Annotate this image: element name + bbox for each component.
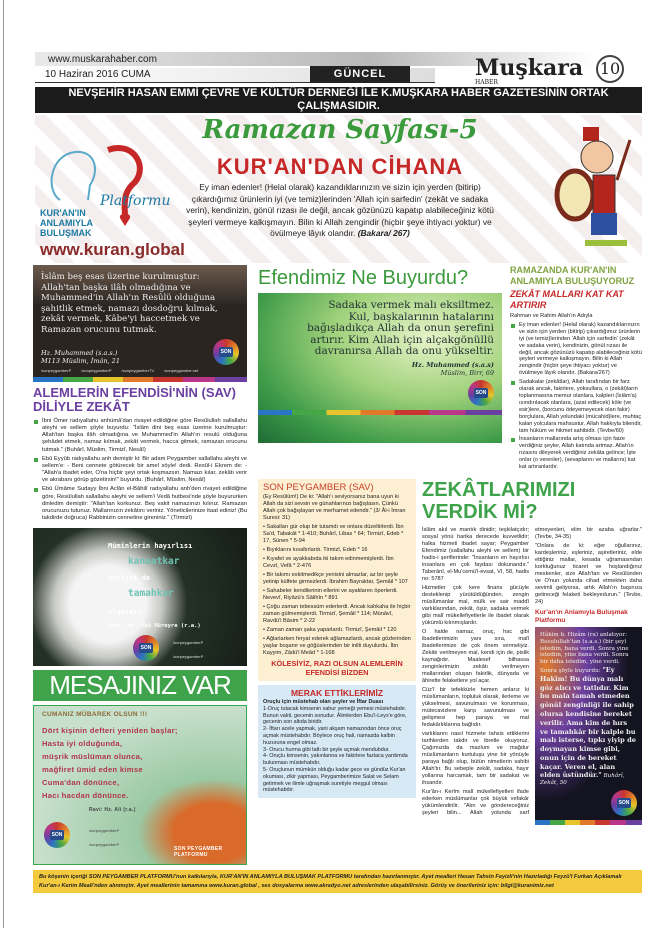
hadith-reference: Buhârî, Zekât, 50 bbox=[540, 773, 625, 787]
hadith-image-flower bbox=[33, 528, 247, 666]
hadith-image-green bbox=[258, 293, 502, 443]
logo-row bbox=[266, 380, 494, 406]
right-column-subheading: ZEKÂT MALLARI KAT KAT ARTIRIR bbox=[510, 289, 624, 310]
paragraph: Cüz'î bir tefekkürle hemen anlarız ki müslümanların, topluluk olarak, ilerleme ve yükselmesi, savunulması ve korunması, mütecavizlere karşı savunulması ve gelişmesi hep paraya ve mal fedakârlıklarına bağlıdır. bbox=[422, 686, 529, 728]
hadith-emphasis: "Ey Hakîm! Bu dünya malı göz alıcı ve tatlıdır. Kim bu mala tamah etmeden gönül zenginliği ile sahip olursa kendisine bereket verilir. Ama kim de hırs ve tamahkâr bir kalple bu malı isterse, tıpkı yiyip de doymayan kimse gibi, onun için de bereket kaçar. Veren el, alan elden üstündür." bbox=[540, 665, 636, 780]
alemlerin-text bbox=[33, 418, 247, 525]
flower-word: kanaatkar bbox=[128, 556, 180, 568]
platform-logo-text bbox=[40, 208, 93, 238]
mesaj-line: Hacı hacdan dönünce. bbox=[42, 791, 129, 801]
list-item: Ey iman edenler! (Helal olarak) kazandıklarınızın ve sizin için yerden (bitirip) çıkardığımız ürünlerin iyi (ve temiz)lerinden 'Allah için sarfedin' (zekât ve sadaka verin), kendinizin, gönül rızası ile değil, ancak gözünüzü kapatıp alabileceğiniz kötü şeyleri vermeye kalkışmayın. Bilin ki Allah zengindir (hiçbir şeye ihtiyacı yoktur) ve övülmeye lâyık olandır. (Bakara/267) bbox=[510, 322, 642, 377]
son-peygamber-heading: SON PEYGAMBER (SAV) bbox=[263, 481, 374, 493]
social-twitter-link[interactable]: /sonpeygamberP bbox=[41, 367, 72, 373]
right-area bbox=[258, 265, 642, 825]
son-peygamber-logo-icon bbox=[213, 339, 239, 365]
social-twitter-link[interactable]: /sonpeygamberP bbox=[89, 842, 120, 848]
hadith-image-fire bbox=[535, 627, 642, 825]
merak-box bbox=[258, 685, 416, 798]
mesaj-line: Hasta iyi olduğunda, bbox=[42, 739, 123, 749]
watermark: SON PEYGAMBER PLATFORMU bbox=[174, 846, 223, 859]
ayet-text bbox=[185, 182, 495, 240]
mesaj-line: Cuma'dan dönünce, bbox=[42, 778, 120, 788]
paragraph: İslâm akıl ve mantık dinidir; teşkilatçıdır; sosyal yönü harika derecede kuvvetlidir; halka hizmeti ibadet sayar; Peygamber Efendimiz (sallallahu aleyhi ve sellem) bir hadis-i şeriflerinde: "İnsanların en hayırlısı insanlara en çok faydası dokunandır." Taberânî, el-Mu'cemü'l-evsat, VI, 58, hadis no: 5787 bbox=[422, 526, 529, 582]
issue-date: 10 Haziran 2016 CUMA bbox=[45, 69, 151, 80]
page-body bbox=[33, 265, 642, 893]
rainbow-stripe bbox=[33, 377, 247, 382]
hadith-source bbox=[41, 349, 120, 365]
paragraph: "Onlara de ki: eğer oğullarınız, kardeşleriniz, eşleriniz, aşiretleriniz, elde ettiğiniz mallar, kesada uğramasından korktuğunuz ticaret ve hoşlandığınız meskenler, size Allah'tan ve Resûlünden ve O'nun yolunda cihad etmekten daha sevimli geliyorsa, artık Allah'ın başınıza getireceği felaketi bekleyedurun." (Tevbe, 24) bbox=[535, 542, 642, 605]
hadith-intro: Hâkim b. Hizâm (ra) anlatıyor: Resulullah'tan (s.a.s.) (bir şey) istedim, bana verdi. Sonra yine istedim, yine bana verdi. Sonra bir daha istedim, yine verdi. Sonra şöyle buyurdu: bbox=[540, 631, 629, 674]
right-column-text bbox=[510, 313, 642, 471]
content-row bbox=[33, 265, 642, 865]
hadith-quote: İslâm beş esas üzerine kurulmuştur: Allah'tan başka ilâh olmadığına ve Muhammed'in Allah'ın Resûlü olduğuna şahitlik etmek, namazı dosdoğru kılmak, zekât vermek, Kâbe'yi haccetmek ve Ramazan orucunu tutmak. bbox=[41, 272, 218, 335]
right-column-heading: RAMAZANDA KUR'AN'IN ANLAMIYLA BULUŞUYORUZ bbox=[510, 265, 635, 286]
list-item: 1-Oruç tutacak kimsenin sahur yemeği yemesi müstehabdır. Bunun vakti, gecenin sonudur. Âlimlerden Ebu'l-Leys'e göre, gecenin son altıda biridir. bbox=[263, 705, 407, 726]
zekat-columns bbox=[422, 527, 642, 825]
mesaj-line: Dört kişinin defteri yeniden başlar; bbox=[42, 726, 178, 736]
hadith-quote: Sadaka vermek malı eksiltmez. Kul, başkalarının hatalarını bağışladıkça Allah da onun şerefini artırır. Kim Allah için alçakgönüllü davranırsa Allah da onu yükseltir. bbox=[307, 299, 494, 357]
paragraph: varlıklarını nasıl hizmete tahsis ettiklerini tarihlerden takdir ve ibretle okuyoruz. Çağımızda da mazlum ve mağdur müslümanların kurtuluşu yine bir yönüyle paraya bağlı olup, bütün nimetlerin sahibi Allah'tır. Bu sebeple zekât, sadaka, hayır yollarına harcamak, tam bir sadakat ve ihsandır. bbox=[422, 730, 529, 786]
list-item: • Bir takımı eskitmedikçe yenisini almazlar, az bir şeyle yetinip külfete girmezlerdi. İbrahim Bayraktar, Şemâil * 107 bbox=[263, 571, 408, 585]
flower-word: tamahkar bbox=[128, 588, 174, 600]
section-label: GÜNCEL bbox=[310, 66, 410, 83]
list-item: • Sahabeler kendilerinin ellerini ve ayaklarını öperlerdi. Nevevî, Riyâzü's Sâlihîn * 891 bbox=[263, 587, 398, 601]
merak-subtitle: Oruçlu için müstehab olan şeyler ve İftar Duası bbox=[263, 698, 384, 705]
son-peygamber-logo-icon bbox=[468, 380, 494, 406]
platform-box-heading: Kur'an'ın Anlamıyla Buluşmak Platformu bbox=[535, 608, 628, 624]
lower-row bbox=[258, 479, 642, 825]
social-facebook-link[interactable]: /sonpeygamberP bbox=[173, 654, 204, 660]
page-border bbox=[3, 0, 4, 928]
ayet-body: Ey iman edenler! (Helal olarak) kazandıklarınızın ve sizin için yerden (bitirip) çıkardığımız ürünlerin iyi (ve temiz)lerinden 'Allah için sarfedin' (zekât ve sadaka verin), kendinizin, gönül rızası ile değil, ancak gözünüzü kapatıp alabileceğiniz kötü şeyleri vermeye kalkışmayın. Bilin ki Allah zengindir (hiçbir şeye ihtiyacı yoktur) ve övülmeye lâyık olandır. bbox=[186, 182, 494, 238]
list-item: İnsanların mallarında artış olması için faize verdiğiniz şeyler, Allah katında artmaz. Allah'ın rızasını dileyerek verdiğiniz zekâta gelince; İşte onlar (o verenler), (sevaplarını ve mallarını) kat kat artıranlardır. bbox=[510, 436, 642, 471]
intro-line: Rahman ve Rahim Allah'ın Adıyla bbox=[510, 313, 593, 319]
alemlerin-heading: ALEMLERİN EFENDİSİ'NİN (SAV) DİLİYLE ZEKÂT bbox=[33, 384, 236, 414]
page-subtitle: KUR'AN'DAN CİHANA bbox=[216, 154, 464, 179]
center-column bbox=[258, 265, 502, 443]
son-peygamber-logo-icon bbox=[133, 635, 159, 661]
son-peygamber-box bbox=[258, 479, 416, 681]
list-item: • Zaman zaman şaka yaparlardı. Tirmizî, Şemâil * 120 bbox=[263, 626, 397, 633]
flower-source: Ravi: Hz. Ebû Hüreyre (r.a.) bbox=[108, 623, 201, 630]
list-item: 5- Oruçlunun mümkün olduğu kadar gece ve gündüz Kur'an okuması, zikir yapması, Peygamberimize Salat ve Selam getirmek ve ilimle uğraşmak suretiyle meşgul olması müstehabdır. bbox=[263, 766, 406, 794]
paragraph: Kur'ân-ı Kerîm malî mükellefiyetleri ifade ederken müslümanlar çok büyük vefakâr yükümlendirilir. "Alın ve göndereceğiniz şeyleri bilin... Allah yolunda sarf etmeyenleri, elim bir azaba uğrarlar." (Tevbe, 34-35) bbox=[422, 526, 642, 816]
logo-text: Muşkara bbox=[475, 55, 584, 81]
social-facebook-link[interactable]: /sonpeygamberP bbox=[81, 367, 112, 373]
logo-row bbox=[540, 790, 637, 816]
flower-line: olanıdır. bbox=[108, 608, 146, 617]
paragraph: O halde namaz, oruç, hac gibi ibadetlerimizin yanı sıra, malî ibadetlerimize de çok önem vermeliyiz. Zekâtı verilmeyen mal, kendi için de, pislik kaynağıdır. Maalesef bilhassa zenginlerimizin zekâtı verilmeyen mallarından oluşan fakirlik, dünyada ve âhirette felaketlere yol açar. bbox=[422, 628, 529, 684]
flower-line: Müminlerin hayırlısı bbox=[108, 542, 193, 551]
drummer-cartoon-icon bbox=[545, 125, 635, 255]
kuran-global-link[interactable]: www.kuran.global bbox=[40, 240, 185, 259]
mesaj-heading: MESAJINIZ VAR bbox=[33, 670, 247, 701]
zekat-article-heading: ZEKÂTLARIMIZI VERDİK Mİ? bbox=[422, 478, 576, 523]
platform-line: BULUŞMAK bbox=[40, 228, 92, 238]
newspaper-logo bbox=[475, 56, 583, 86]
list-item: 4- Oruçlu kimsenin, yakınlarına ve fakirlere fazlaca yardımda bulunması müstehabdır. bbox=[263, 753, 408, 767]
hadith-author: Hz. Muhammed (s.a.s) bbox=[411, 360, 494, 369]
son-peygamber-logo-icon bbox=[611, 790, 637, 816]
page-number: 10 bbox=[596, 55, 624, 83]
son-peygamber-closing: KÖLESİYİZ, RAZI OLSUN ALEMLERİN EFENDİSİ BİZDEN bbox=[271, 658, 403, 677]
mesaj-greeting: CUMANIZ MÜBAREK OLSUN !!! bbox=[42, 711, 148, 719]
rainbow-stripe bbox=[535, 820, 642, 825]
list-item: • Bıyıklarını kısaltırlardı. Tirmizî, Edeb * 16 bbox=[263, 546, 368, 553]
list-item: • Çoğu zaman tebessüm ederlerdi. Ancak kahkaha ile hiçbir zaman gülmemişlerdi. Tirmizî, Şemâil * 114; Münâvî, Ravdü'l Bâsim * 2-22 bbox=[263, 603, 411, 624]
list-item: • Ağlarlarken feryat ederek ağlamazlardı, ancak gözlerinden yaşlar boşanır ve göğüslerinden bir inilti duyulurdu. İbn Kayyim, Zâdü'l Meâd * 1-168 bbox=[263, 635, 411, 656]
logo-subtext: HABER bbox=[475, 79, 498, 86]
middle-column bbox=[258, 479, 416, 798]
social-twitter-link[interactable]: /sonpeygamberP bbox=[173, 640, 204, 646]
list-item: 3- Orucu hurma gibi tatlı bir şeyle açmak mendubdur. bbox=[263, 746, 390, 753]
hadith-author: Hz. Muhammed (s.a.s.) bbox=[41, 348, 118, 357]
list-item: Sadakalar (zekâtlar), Allah tarafından bir farz olarak ancak, fakirlere, yoksullara, o (zekât)ların toplanmasına memur olanlara, kalpleri (İslâm'a) ısındırılacak olanlara, (azat edilecek) köle (ve esir)lere, (borcunu ödeyemeyecek olan fakir) borçlulara, Allah yolundaki (mücahid)lere, muhtaç kalan yolculara mahsustur. Allah hakkıyla bilendir, tam hüküm ve hikmet sahibidir. (Tevbe/60) bbox=[510, 379, 642, 434]
zekat-article bbox=[422, 479, 642, 825]
list-item: 2- İftarı acele yapmak, yani akşam namazından önce oruç açmak müstehabdır. Böylece oruç hali, namazda kalbin huzuruna engel olmaz. bbox=[263, 726, 402, 746]
efendimiz-heading: Efendimiz Ne Buyurdu? bbox=[258, 267, 469, 289]
hadith-reference: Müslim, Birr, 69 bbox=[440, 368, 494, 377]
paragraph: Hizmetler çok kere finans gücüyle desteklenip yürütüldüğünden, zengin müslümanlar mal, mülk ve sair maddî varlıklarından, zekât, öşür, sadaka vermek gibi malî mükellefiyetlerle ile ibadet olarak yükümlü kılınmışlardır. bbox=[422, 584, 529, 626]
platform-line: ANLAMIYLA bbox=[40, 218, 93, 228]
son-peygamber-logo-icon bbox=[44, 822, 70, 848]
social-facebook-link[interactable]: /sonpeygamberP bbox=[89, 828, 120, 834]
hadith-image-kabe bbox=[33, 265, 247, 382]
left-column bbox=[33, 265, 247, 865]
list-item: Ebû Ümâme Sudayy İbni Aclân el-Bâhilî radıyallahu anh'den rivayet edildiğine göre, Resûlullah sallallahu aleyhi ve sellem'i Vedâ hutbesi'nde şöyle buyururken dinledim demiştir: "Allah'tan korkunuz. Beş vakit namazınızı kılınız. Ramazan orucunuzu tutunuz. Mallarınızın zekâtını veriniz. Yöneticilerinize itaat ediniz! (Bu takdirde doğruca) Rabbinizin cennetine gireniniz." (Tirmizî) bbox=[33, 486, 247, 522]
son-peygamber-text bbox=[263, 494, 411, 657]
list-item: (Ey Resûlüm!) De ki: "Allah'ı seviyorsanız bana uyun ki Allah da sizi sevsin ve günahlarınızı bağışlasın. Çünkü Allah çok bağışlayan ve merhamet edendir." (3/ Âl-i İmran Suresi: 31) bbox=[263, 493, 406, 521]
list-item: • Kıyafet ve ayakkabıda iki takım edinmemişlerdi. İbn Cevzî, Vefâ * 2-476 bbox=[263, 555, 394, 569]
banner-headline: NEVŞEHİR HASAN EMMİ ÇEVRE VE KÜLTÜR DERNEĞİ İLE K.MUŞKARA HABER GAZETESİNİN ORTAK ÇALIŞMASIDIR. bbox=[35, 87, 642, 113]
mesaj-line: mağfiret ümid eden kimse bbox=[42, 765, 143, 775]
rainbow-stripe bbox=[258, 410, 502, 415]
hadith-quote bbox=[540, 632, 637, 787]
social-row bbox=[41, 368, 239, 373]
platform-box bbox=[535, 609, 642, 825]
platform-line: KUR'AN'IN bbox=[40, 208, 86, 218]
site-url[interactable]: www.muskarahaber.com bbox=[48, 54, 157, 65]
list-item: • Sakalları gür olup bir tutamdı ve onlara düzeltirlerdi. İbn Sa'd, Tabakât * 1-410; Buhârî, Libas * 64; Tirmizî, Edeb * 17, Sünen * 5-94 bbox=[263, 523, 404, 544]
hadith-source-row bbox=[41, 339, 239, 365]
mesaj-card bbox=[33, 705, 247, 865]
mesaj-source: Ravi: Hz. Ali (r.a.) bbox=[89, 807, 136, 814]
ayet-source: (Bakara/ 267) bbox=[357, 228, 410, 238]
hadith-source bbox=[266, 361, 494, 377]
page-title: Ramazan Sayfası-5 bbox=[202, 115, 478, 145]
list-item: İbni Ömer radıyallahu anhümâ'dan rivayet edildiğine göre Resûlullah sallallahu aleyhi ve sellem şöyle buyurdu: "İslâm dini beş esas üzerine kurulmuştur: Allah'tan başka ilâh olmadığına ve Muhammed'in Allah'ın resulü olduğuna şehâdet etmek, namaz kılmak, zekât vermek, hacca gitmek, ramazan orucunu tutmak." (Buhârî, Müslim, Tirmizî, Nesâî) bbox=[33, 418, 247, 454]
social-web-link[interactable]: /sonpeygamber.net bbox=[164, 367, 199, 373]
platform-word: Platformu bbox=[100, 193, 171, 209]
right-column bbox=[510, 265, 642, 473]
social-youtube-link[interactable]: /sonpeygamberTV bbox=[121, 367, 155, 373]
hadith-reference: M113 Müslim, İmân, 21 bbox=[41, 356, 120, 365]
flower-line: şerlisi de bbox=[108, 574, 151, 583]
merak-heading: MERAK ETTİKLERİMİZ bbox=[290, 687, 384, 698]
footer-credits: Bu köşenin içeriği SON PEYGAMBER PLATFORMU'nun katkılarıyla, KUR'AN'IN ANLAMIYLA BULUŞMAK PLATFORMU tarafından hazırlanmıştır. Ayet mealleri Hasan Tahsin Feyizli'nin Hazırladığı Feyzü'l Furkan Açıklamalı Kur'an-ı Kerim Meali'nden alınmıştır. Ayet meallerinin tamamına www.kuran.global , ses dosyalarına www.akradyo.net adreslerinden ulaşabilirsiniz. Görüş ve önerileriniz için: bilgi@kuranimiz.net bbox=[33, 870, 642, 893]
list-item: Ebû Eyyûb radıyallahu anh demiştir ki: Bir adam Peygamber sallallahu aleyhi ve sellem'e: - Beni cennete götürecek bir amel söyle! dedi. Resûl-i Ekrem de: - "Allah'a ibadet eder, O'na hiçbir şeyi ortak koşmazsın. Namazı kılar, zekâtı verir ve akrabanı görüp gözetirsin!" buyurdu. (Buhârî, Müslim, Nesâî) bbox=[33, 456, 247, 485]
upper-row bbox=[258, 265, 642, 473]
mesaj-line: müşrik müslüman olunca, bbox=[42, 752, 143, 762]
